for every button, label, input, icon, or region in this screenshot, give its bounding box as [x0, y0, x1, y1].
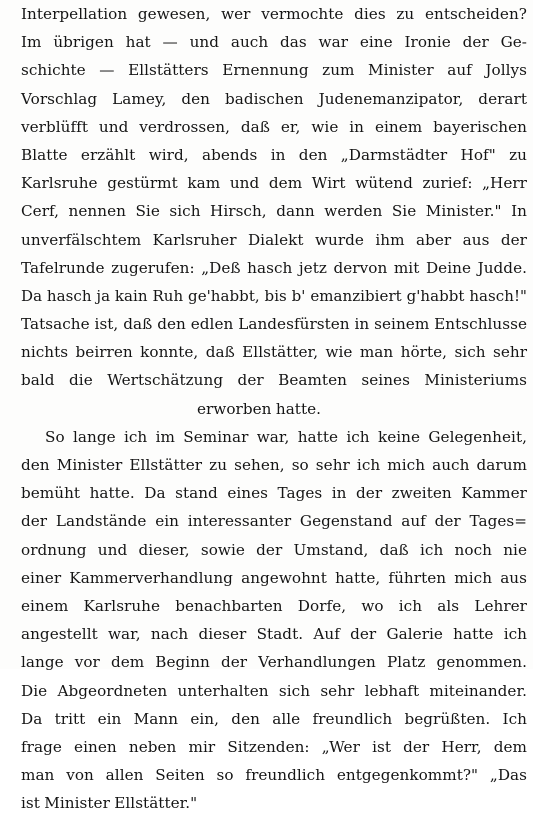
text-line: Tafelrunde zugerufen: „Deß hasch jetz dervon mit Deine Judde. — [21, 258, 527, 277]
text-line: Interpellation gewesen, wer vermochte dies zu entscheiden? — [21, 5, 527, 23]
body-text — [21, 0, 527, 817]
text-line: Blatte erzählt wird, abends in den „Darmstädter Hof" zu — [21, 145, 527, 164]
text-line: Da tritt ein Mann ein, den alle freundlich begrüßten. Ich — [21, 709, 527, 728]
paragraph-end-line: erworben hatte. — [196, 399, 322, 418]
text-line: bemüht hatte. Da stand eines Tages in der zweiten Kammer — [21, 484, 527, 503]
paragraph-end-line: ist Minister Ellstätter." — [21, 794, 198, 813]
text-line: man von allen Seiten so freundlich entgegenkommt?" „Das — [21, 766, 527, 785]
text-line: Karlsruhe gestürmt kam und dem Wirt wütend zurief: „Herr — [21, 174, 527, 193]
text-line: einer Kammerverhandlung angewohnt hatte, führten mich aus — [21, 568, 527, 587]
text-line: Tatsache ist, daß den edlen Landesfürsten in seinem Entschlusse — [21, 315, 527, 334]
text-line: verblüfft und verdrossen, daß er, wie in einem bayerischen — [21, 117, 527, 136]
text-line: Da hasch ja kain Ruh ge'habbt, bis b' emanzibiert g'habbt hasch!" — [21, 286, 527, 305]
text-line: bald die Wertschätzung der Beamten seines Ministeriums — [21, 371, 527, 390]
text-line: schichte — Ellstätters Ernennung zum Minister auf Jollys — [21, 61, 527, 80]
text-line: einem Karlsruhe benachbarten Dorfe, wo ich als Lehrer — [21, 596, 527, 615]
text-line: Vorschlag Lamey, den badischen Judenemanzipator, derart — [21, 89, 527, 108]
text-line: unverfälschtem Karlsruher Dialekt wurde ihm aber aus der — [21, 230, 527, 249]
text-line: der Landstände ein interessanter Gegenstand auf der Tages= — [21, 512, 527, 531]
text-line: den Minister Ellstätter zu sehen, so sehr ich mich auch darum — [21, 456, 527, 474]
text-line: angestellt war, nach dieser Stadt. Auf der Galerie hatte ich — [21, 625, 527, 644]
text-line: frage einen neben mir Sitzenden: „Wer ist der Herr, dem — [21, 737, 527, 756]
paragraph-first-line: So lange ich im Seminar war, hatte ich keine Gelegenheit, — [45, 427, 527, 446]
text-line: Die Abgeordneten unterhalten sich sehr lebhaft miteinander. — [21, 681, 527, 700]
text-line: Cerf, nennen Sie sich Hirsch, dann werden Sie Minister." In — [21, 202, 527, 221]
text-line: nichts beirren konnte, daß Ellstätter, wie man hörte, sich sehr — [21, 343, 527, 362]
text-line: Im übrigen hat — und auch das war eine Ironie der Ge- — [21, 33, 527, 52]
text-line: ordnung und dieser, sowie der Umstand, daß ich noch nie — [21, 540, 527, 559]
text-line: lange vor dem Beginn der Verhandlungen Platz genommen. — [21, 653, 527, 672]
